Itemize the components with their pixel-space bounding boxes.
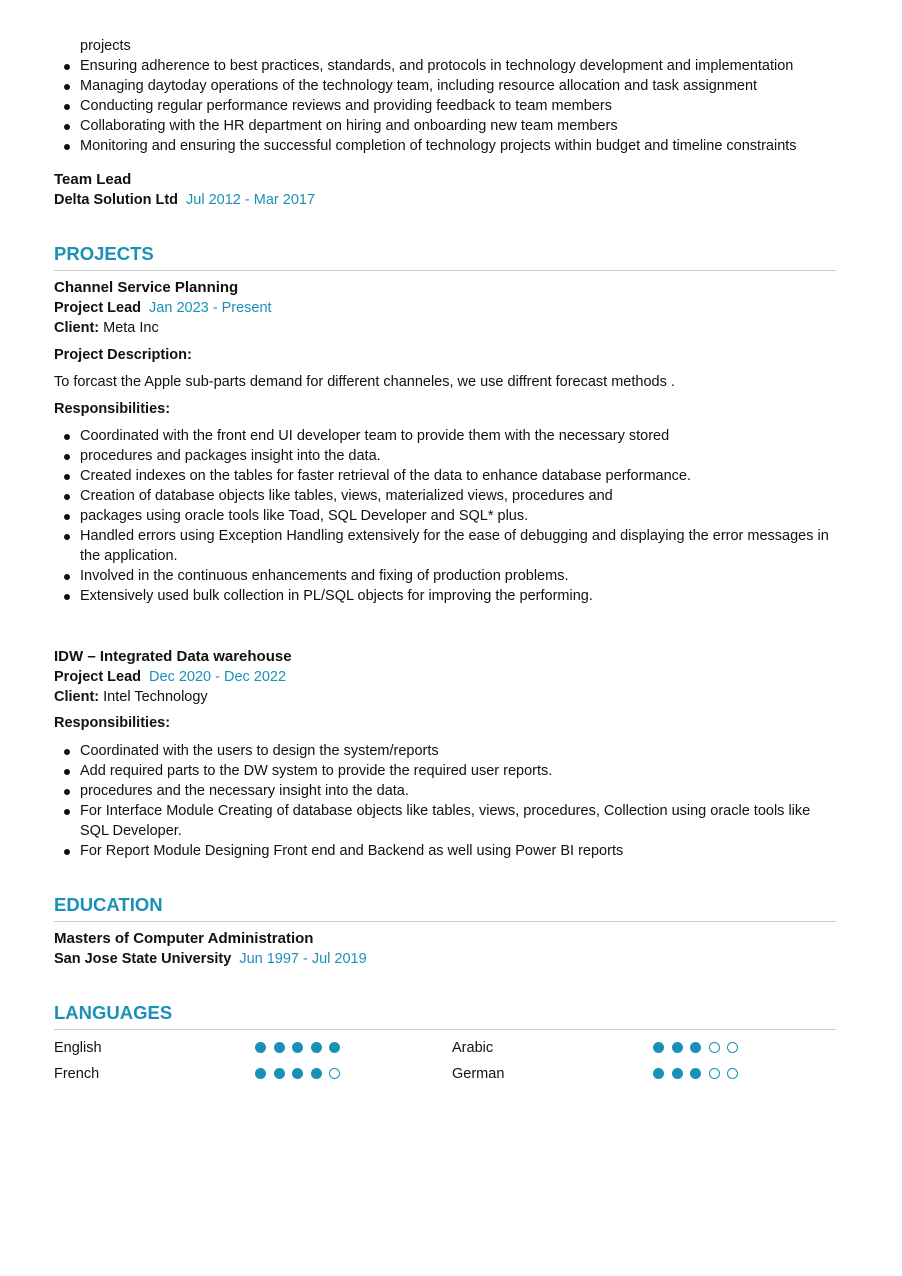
language-name: English — [54, 1040, 102, 1056]
language-rating — [255, 1042, 348, 1062]
client-name: Meta Inc — [103, 320, 159, 336]
rating-dot-filled — [653, 1068, 664, 1079]
client-label: Client: — [54, 689, 100, 705]
project-role: Project Lead — [54, 669, 142, 685]
client-line — [54, 318, 836, 338]
experience-bullet-list — [54, 36, 840, 156]
rating-dot-empty — [709, 1042, 720, 1053]
experience-tail — [54, 36, 836, 156]
list-item: Creation of database objects like tables, views, materialized views, procedures and — [80, 486, 836, 506]
project-entry — [54, 647, 836, 707]
list-item: Extensively used bulk collection in PL/SQL objects for improving the performing. — [80, 586, 836, 606]
responsibilities-block — [54, 426, 836, 606]
rating-dot-filled — [690, 1068, 701, 1079]
rating-dot-filled — [292, 1068, 303, 1079]
project-name: Channel Service Planning — [54, 279, 239, 296]
rating-dot-filled — [690, 1042, 701, 1053]
language-name: Arabic — [452, 1040, 494, 1056]
language-rating — [653, 1042, 746, 1062]
rating-dot-filled — [274, 1042, 285, 1053]
responsibilities-list — [54, 426, 836, 606]
rating-dot-empty — [709, 1068, 720, 1079]
project-role-line — [54, 298, 836, 318]
rating-dot-filled — [329, 1042, 340, 1053]
client-name: Intel Technology — [103, 689, 208, 705]
job-dates: Jul 2012 - Mar 2017 — [186, 192, 316, 208]
job-title: Team Lead — [54, 171, 132, 188]
rating-dot-filled — [311, 1068, 322, 1079]
list-item: Ensuring adherence to best practices, standards, and protocols in technology development and implementation — [80, 56, 840, 76]
project-description: To forcast the Apple sub-parts demand for different channeles, we use diffrent forecast methods . — [54, 374, 675, 390]
language-row — [54, 1064, 374, 1084]
education-heading: EDUCATION — [54, 893, 836, 922]
rating-dot-filled — [274, 1068, 285, 1079]
list-item: Created indexes on the tables for faster retrieval of the data to enhance database performance. — [80, 466, 836, 486]
rating-dot-filled — [672, 1042, 683, 1053]
company-line — [54, 190, 836, 210]
degree-name: Masters of Computer Administration — [54, 930, 314, 947]
languages-heading: LANGUAGES — [54, 1001, 836, 1030]
list-item: Monitoring and ensuring the successful completion of technology projects within budget and timeline constraints — [80, 136, 840, 156]
rating-dot-filled — [653, 1042, 664, 1053]
list-item: Coordinated with the users to design the system/reports — [80, 741, 836, 761]
list-item: Add required parts to the DW system to provide the required user reports. — [80, 761, 836, 781]
list-item: packages using oracle tools like Toad, SQL Developer and SQL* plus. — [80, 506, 836, 526]
list-item: procedures and the necessary insight into the data. — [80, 781, 836, 801]
list-item: Involved in the continuous enhancements and fixing of production problems. — [80, 566, 836, 586]
projects-heading: PROJECTS — [54, 242, 836, 271]
company-name: Delta Solution Ltd — [54, 192, 179, 208]
language-row — [452, 1038, 772, 1058]
list-item: Collaborating with the HR department on hiring and onboarding new team members — [80, 116, 840, 136]
project-role-line — [54, 667, 836, 687]
list-item: Coordinated with the front end UI developer team to provide them with the necessary stored — [80, 426, 836, 446]
project-name: IDW – Integrated Data warehouse — [54, 648, 292, 665]
language-name: French — [54, 1066, 100, 1082]
education-dates: Jun 1997 - Jul 2019 — [239, 951, 367, 967]
client-line — [54, 687, 836, 707]
project-role: Project Lead — [54, 300, 142, 316]
project-dates: Dec 2020 - Dec 2022 — [149, 669, 287, 685]
client-label: Client: — [54, 320, 100, 336]
list-item: Managing daytoday operations of the technology team, including resource allocation and task assignment — [80, 76, 840, 96]
list-item: Handled errors using Exception Handling extensively for the ease of debugging and displaying the error messages in the application. — [80, 526, 836, 566]
rating-dot-filled — [672, 1068, 683, 1079]
school-name: San Jose State University — [54, 951, 232, 967]
language-rating — [255, 1068, 348, 1088]
list-item: Conducting regular performance reviews and providing feedback to team members — [80, 96, 840, 116]
school-line — [54, 949, 836, 969]
responsibilities-label: Responsibilities: — [54, 715, 171, 731]
project-description-label: Project Description: — [54, 347, 192, 363]
responsibilities-list — [54, 741, 836, 861]
list-item: For Report Module Designing Front end and Backend as well using Power BI reports — [80, 841, 836, 861]
rating-dot-filled — [292, 1042, 303, 1053]
rating-dot-empty — [329, 1068, 340, 1079]
rating-dot-filled — [255, 1042, 266, 1053]
rating-dot-filled — [255, 1068, 266, 1079]
responsibilities-label: Responsibilities: — [54, 401, 171, 417]
rating-dot-filled — [311, 1042, 322, 1053]
language-rating — [653, 1068, 746, 1088]
list-item: For Interface Module Creating of database objects like tables, views, procedures, Collection using oracle tools like SQL Developer. — [80, 801, 836, 841]
rating-dot-empty — [727, 1042, 738, 1053]
responsibilities-block — [54, 741, 836, 861]
language-row — [452, 1064, 772, 1084]
language-row — [54, 1038, 374, 1058]
list-item: procedures and packages insight into the data. — [80, 446, 836, 466]
project-dates: Jan 2023 - Present — [149, 300, 272, 316]
experience-entry — [54, 170, 836, 210]
rating-dot-empty — [727, 1068, 738, 1079]
project-entry — [54, 278, 836, 338]
language-name: German — [452, 1066, 505, 1082]
list-item: projects — [80, 38, 131, 54]
education-entry — [54, 929, 836, 969]
